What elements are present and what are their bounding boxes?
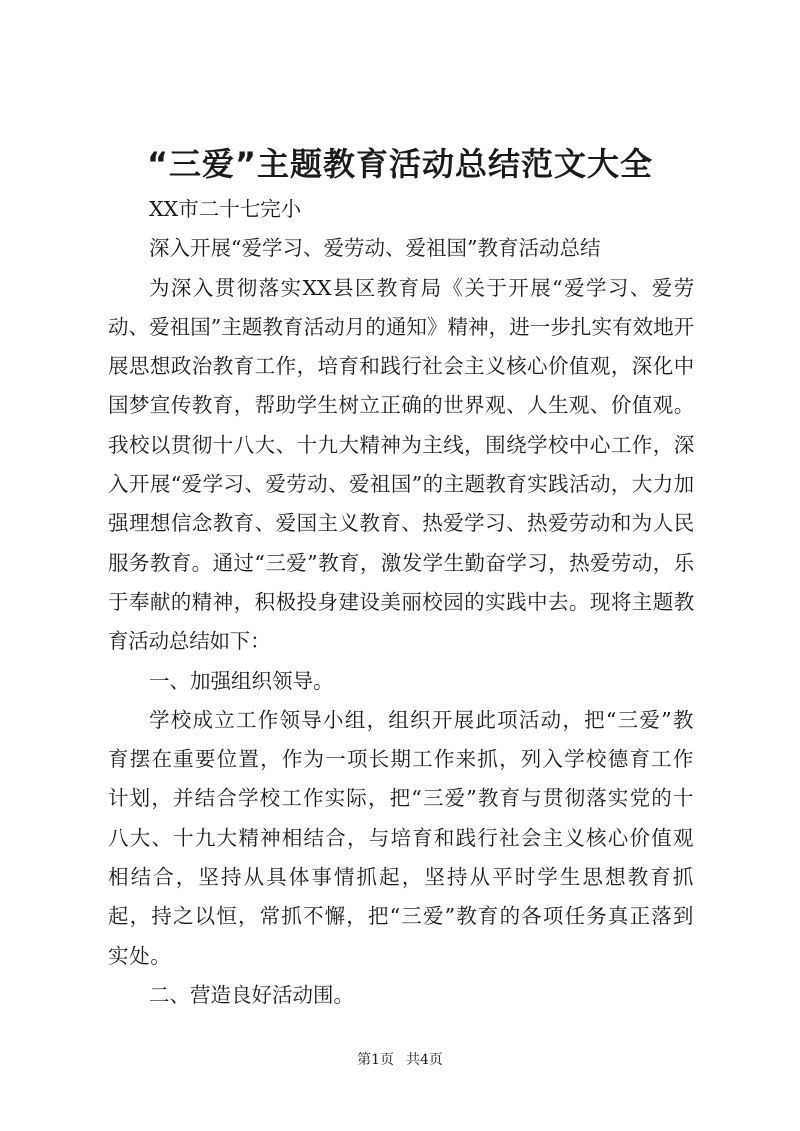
document-title: “三爱”主题教育活动总结范文大全 <box>146 145 654 183</box>
page-footer <box>0 1050 800 1070</box>
page-total: 共4页 <box>406 1052 443 1068</box>
school-name-paragraph: XX市二十七完小 <box>149 197 302 221</box>
intro-paragraph: 为深入贯彻落实XX县区教育局《关于开展“爱学习、爱劳动、爱祖国”主题教育活动月的通知》精神，进一步扎实有效地开展思想政治教育工作，培育和践行社会主义核心价值观，深化中国梦宣传教育，帮助学生树立正确的世界观、人生观、价值观。我校以贯彻十八大、十九大精神为主线，围绕学校中心工作，深入开展“爱学习、爱劳动、爱祖国”的主题教育实践活动，大力加强理想信念教育、爱国主义教育、热爱学习、热爱劳动和为人民服务教育。通过“三爱”教育，激发学生勤奋学习，热爱劳动，乐于奉献的精神，积极投身建设美丽校园的实践中去。现将主题教育活动总结如下： <box>108 275 694 654</box>
page-number: 第1页 <box>357 1052 394 1068</box>
document-body <box>108 190 694 1015</box>
section-heading-1: 一、加强组织领导。 <box>149 668 334 693</box>
subtitle-paragraph: 深入开展“爱学习、爱劳动、爱祖国”教育活动总结 <box>149 236 601 261</box>
section-1-paragraph: 学校成立工作领导小组，组织开展此项活动，把“三爱”教育摆在重要位置，作为一项长期工作来抓，列入学校德育工作计划，并结合学校工作实际，把“三爱”教育与贯彻落实党的十八大、十九大精神相结合，与培育和践行社会主义核心价值观相结合，坚持从具体事情抓起，坚持从平时学生思想教育抓起，持之以恒，常抓不懈，把“三爱”教育的各项任务真正落到实处。 <box>108 707 694 968</box>
section-heading-2: 二、营造良好活动围。 <box>149 982 354 1007</box>
